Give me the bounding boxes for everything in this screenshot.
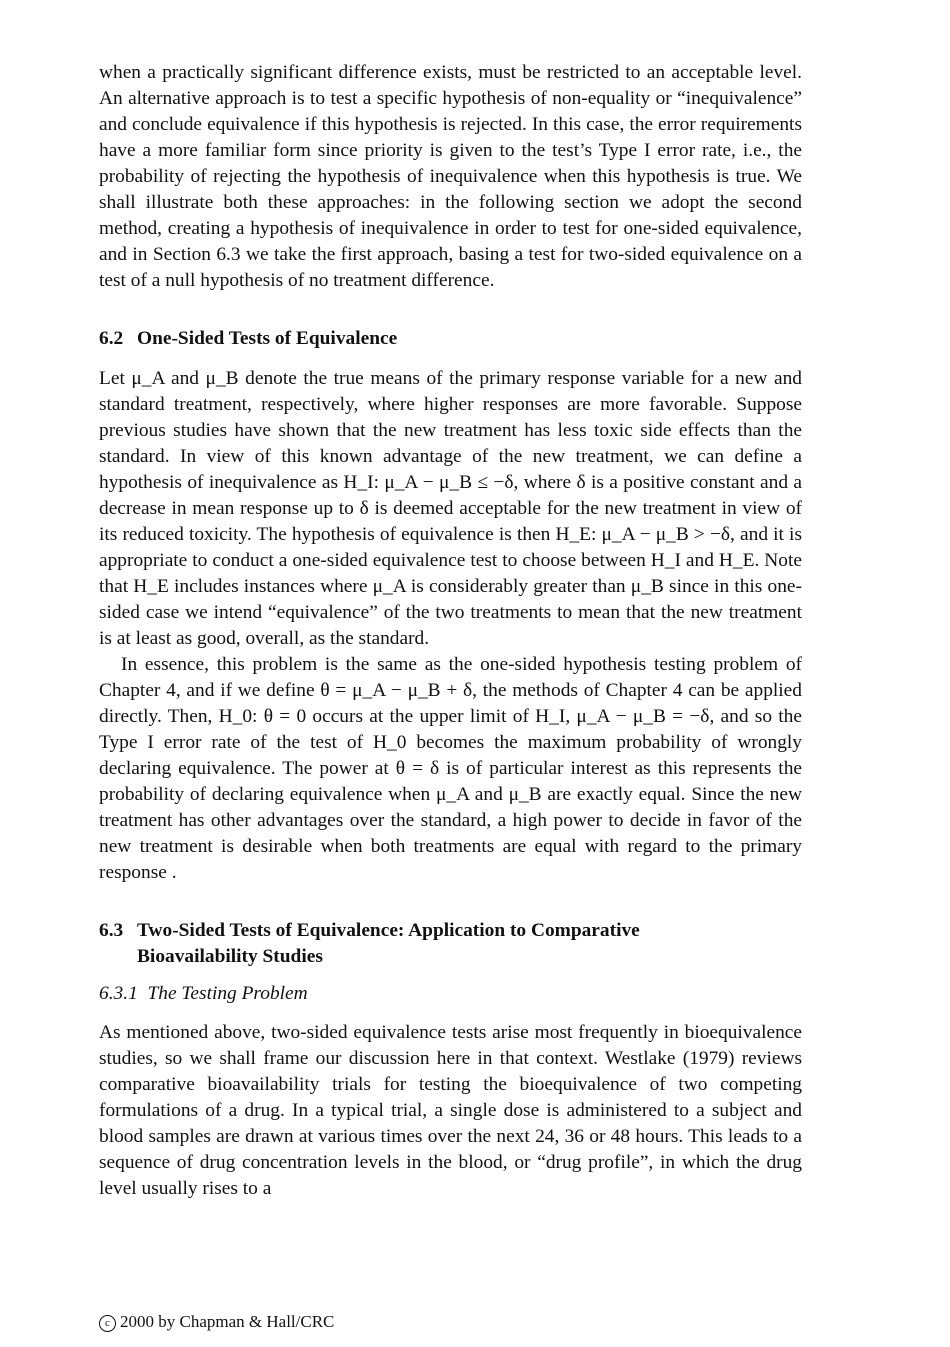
page-body xyxy=(99,60,802,1202)
intro-paragraph: when a practically significant difference exists, must be restricted to an acceptable level. An alternative approach is to test a specific hypothesis of non-equality or “inequivalence” and conclude equivalence if this hypothesis is rejected. In this case, the error requirements have a more familiar form since priority is given to the test’s Type I error rate, i.e., the probability of rejecting the hypothesis of inequivalence when this hypothesis is true. We shall illustrate both these approaches: in the following section we adopt the second method, creating a hypothesis of inequivalence in order to test for one-sided equivalence, and in Section 6.3 we take the first approach, basing a test for two-sided equivalence on a test of a null hypothesis of no treatment difference. xyxy=(99,62,802,291)
section-number: 6.2 xyxy=(99,328,124,349)
section-heading-6-3 xyxy=(99,918,802,970)
section-title xyxy=(137,918,640,970)
section-title: One-Sided Tests of Equivalence xyxy=(137,328,398,349)
section-heading-6-2 xyxy=(99,326,802,352)
section-title-line2: Bioavailability Studies xyxy=(137,946,323,967)
paragraph-essence: In essence, this problem is the same as the one-sided hypothesis testing problem of Chapter 4, and if we define θ = μ_A − μ_B + δ, the methods of Chapter 4 can be applied directly. Then, H_0: θ = 0 occurs at the upper limit of H_I, μ_A − μ_B = −δ, and so the Type I error rate of the test of H_0 becomes the maximum probability of wrongly declaring equivalence. The power at θ = δ is of particular interest as this represents the probability of declaring equivalence when μ_A and μ_B are exactly equal. Since the new treatment has other advantages over the standard, a high power to decide in favor of the new treatment is desirable when both treatments are equal with regard to the primary response . xyxy=(99,654,802,883)
copyright-footer xyxy=(99,1312,334,1332)
subsection-heading-6-3-1 xyxy=(99,981,802,1007)
paragraph-one-sided: Let μ_A and μ_B denote the true means of the primary response variable for a new and standard treatment, respectively, where higher responses are more favorable. Suppose previous studies have shown that the new treatment has less toxic side effects than the standard. In view of this known advantage of the new treatment, we can define a hypothesis of inequivalence as H_I: μ_A − μ_B ≤ −δ, where δ is a positive constant and a decrease in mean response up to δ is deemed acceptable for the new treatment in view of its reduced toxicity. The hypothesis of equivalence is then H_E: μ_A − μ_B > −δ, and it is appropriate to conduct a one-sided equivalence test to choose between H_I and H_E. Note that H_E includes instances where μ_A is considerably greater than μ_B since in this one-sided case we intend “equivalence” of the two treatments to mean that the new treatment is at least as good, overall, as the standard. xyxy=(99,368,802,649)
copyright-icon: c xyxy=(99,1315,116,1332)
section-number: 6.3 xyxy=(99,920,124,941)
section-title-line1: Two-Sided Tests of Equivalence: Application to Comparative xyxy=(137,920,640,941)
paragraph-testing-problem: As mentioned above, two-sided equivalence tests arise most frequently in bioequivalence studies, so we shall frame our discussion here in that context. Westlake (1979) reviews comparative bioavailability trials for testing the bioequivalence of two competing formulations of a drug. In a typical trial, a single dose is administered to a subject and blood samples are drawn at various times over the next 24, 36 or 48 hours. This leads to a sequence of drug concentration levels in the blood, or “drug profile”, in which the drug level usually rises to a xyxy=(99,1022,802,1199)
copyright-text: 2000 by Chapman & Hall/CRC xyxy=(120,1312,335,1331)
subsection-number: 6.3.1 xyxy=(99,983,138,1004)
subsection-title: The Testing Problem xyxy=(147,983,308,1004)
